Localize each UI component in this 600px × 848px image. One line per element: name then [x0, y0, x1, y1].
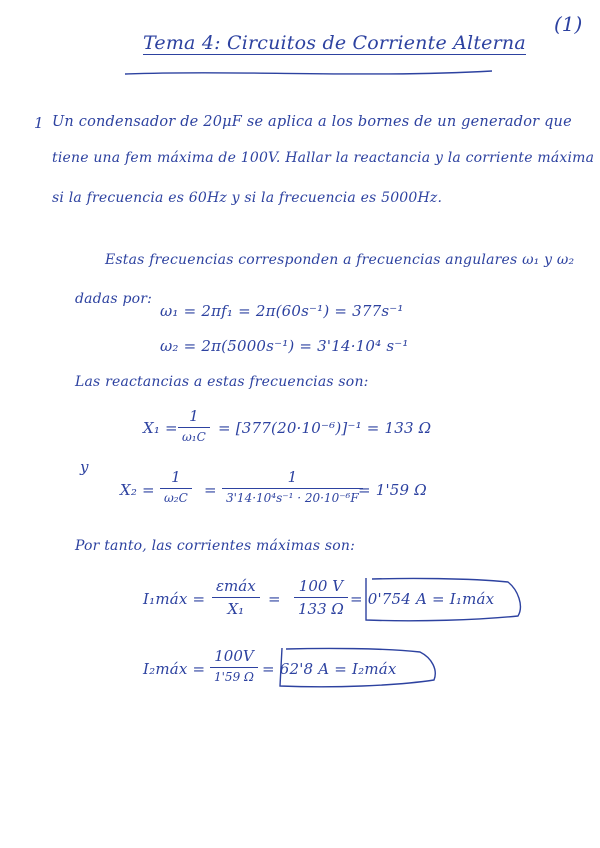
- page-title: Tema 4: Circuitos de Corriente Alterna: [143, 32, 526, 54]
- i1-fraction-2: [294, 577, 348, 618]
- i1-denominator: X₁: [227, 600, 245, 618]
- problem-line-3: si la frecuencia es 60Hz y si la frecuencia es 5000Hz.: [52, 190, 443, 206]
- solution-intro-line-2: dadas por:: [75, 291, 153, 307]
- x2-denominator-2: 3'14·10⁴s⁻¹ · 20·10⁻⁶F: [226, 491, 359, 505]
- x2-numerator: 1: [171, 468, 181, 486]
- fraction-bar: [212, 597, 260, 598]
- i1-numerator: εmáx: [216, 577, 256, 595]
- conjunction-y: y: [80, 458, 89, 476]
- i2-lhs: I₂máx =: [143, 660, 206, 678]
- x2-lhs: X₂ =: [120, 481, 155, 499]
- fraction-bar: [222, 488, 363, 489]
- i1-result: = 0'754 A = I₁máx: [350, 590, 495, 608]
- x1-lhs: X₁ =: [143, 419, 178, 437]
- omega1-equation: ω₁ = 2πf₁ = 2π(60s⁻¹) = 377s⁻¹: [160, 302, 404, 320]
- x1-numerator: 1: [189, 407, 199, 425]
- x2-numerator-2: 1: [287, 468, 298, 486]
- solution-intro-line-1: Estas frecuencias corresponden a frecuencias angulares ω₁ y ω₂: [105, 252, 575, 268]
- x2-fraction-2: [222, 468, 363, 505]
- x2-denominator: ω₂C: [164, 491, 188, 505]
- i2-numerator: 100V: [214, 647, 254, 665]
- problem-line-2: tiene una fem máxima de 100V. Hallar la reactancia y la corriente máxima: [52, 150, 595, 166]
- x1-rhs: = [377(20·10⁻⁶)]⁻¹ = 133 Ω: [218, 419, 432, 437]
- fraction-bar: [210, 667, 258, 668]
- i2-denominator: 1'59 Ω: [214, 670, 254, 684]
- fraction-bar: [178, 427, 210, 428]
- i1-numerator-2: 100 V: [298, 577, 344, 595]
- i1-result-box: [358, 576, 528, 626]
- x1-fraction: [178, 407, 210, 444]
- title-underline: [120, 66, 500, 80]
- x2-fraction: [160, 468, 192, 505]
- fraction-bar: [160, 488, 192, 489]
- x2-rhs: = 1'59 Ω: [358, 481, 427, 499]
- i2-result-box: [274, 646, 444, 692]
- i1-lhs: I₁máx =: [143, 590, 206, 608]
- reactances-intro: Las reactancias a estas frecuencias son:: [75, 374, 369, 390]
- i1-fraction: [212, 577, 260, 618]
- problem-line-1: Un condensador de 20μF se aplica a los bornes de un generador que: [52, 114, 572, 130]
- x2-equals: =: [204, 481, 217, 499]
- x1-denominator: ω₁C: [182, 430, 206, 444]
- i2-fraction: [210, 647, 258, 684]
- fraction-bar: [294, 597, 348, 598]
- i1-denominator-2: 133 Ω: [298, 600, 344, 618]
- i1-equals: =: [268, 590, 281, 608]
- problem-number: 1: [34, 114, 44, 132]
- omega2-equation: ω₂ = 2π(5000s⁻¹) = 3'14·10⁴ s⁻¹: [160, 337, 409, 355]
- i2-result: = 62'8 A = I₂máx: [262, 660, 397, 678]
- currents-intro: Por tanto, las corrientes máximas son:: [75, 538, 356, 554]
- page-number: (1): [554, 12, 583, 36]
